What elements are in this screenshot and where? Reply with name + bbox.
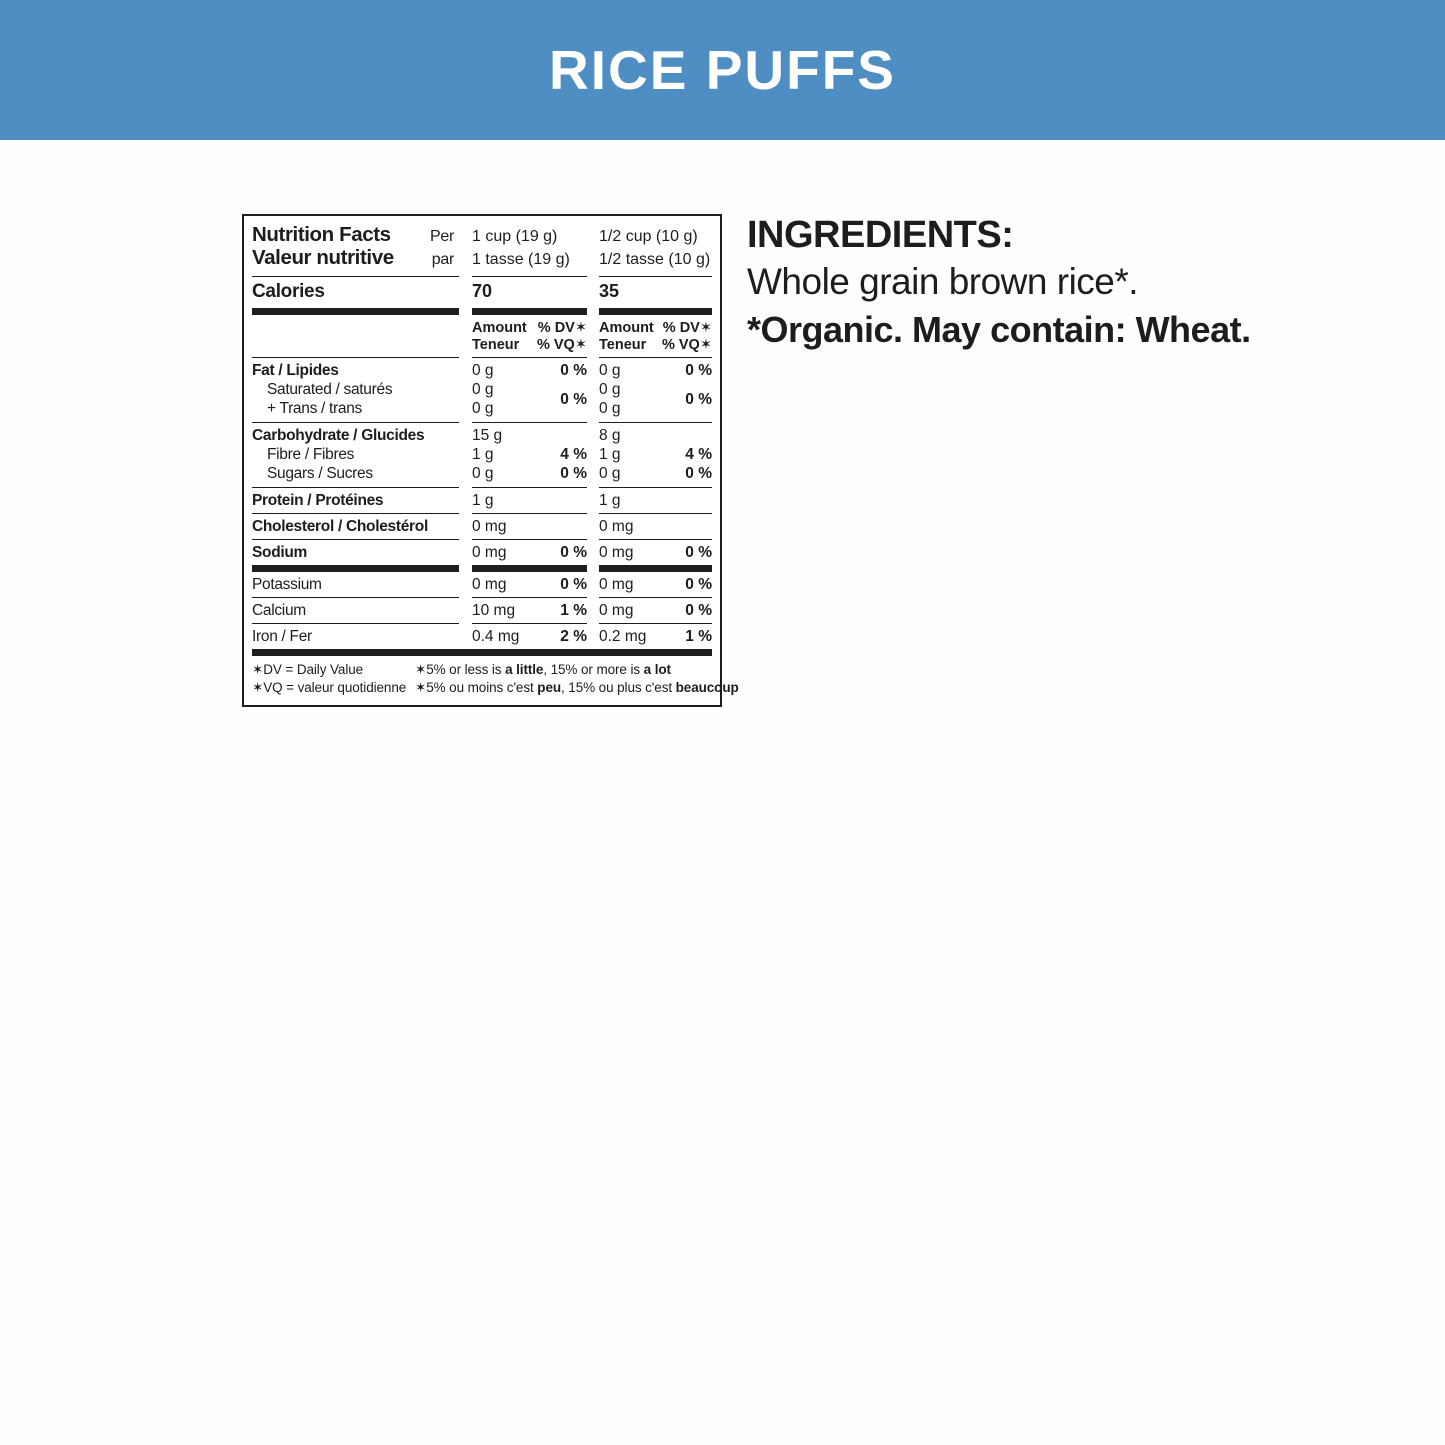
fat-dv-col2: 0 %	[685, 362, 712, 379]
cholesterol-row	[252, 514, 712, 540]
carb-amounts-col1	[472, 426, 560, 483]
carb-dvs-col2	[685, 426, 712, 483]
sugars-dv-col2: 0 %	[685, 465, 712, 482]
ingredients-heading: INGREDIENTS:	[747, 214, 1014, 256]
calories-name-cell	[252, 277, 459, 315]
dv-scale-fr-beaucoup: beaucoup	[675, 679, 739, 695]
protein-amount-col1: 1 g	[472, 492, 494, 509]
dv-scale-fr	[415, 679, 739, 697]
fat-amounts-col1	[472, 361, 560, 418]
dv-definition-en: ✶DV = Daily Value	[252, 662, 364, 677]
potassium-row	[252, 572, 712, 598]
column-headers-col1	[472, 315, 587, 358]
sat-trans-dv-col2: 0 %	[685, 390, 712, 408]
column-headers-col2	[599, 315, 712, 358]
sodium-amount-col1: 0 mg	[472, 544, 507, 561]
fat-name: Fat / Lipides	[252, 362, 339, 379]
sodium-col1-cell	[472, 540, 587, 572]
dv-header-col2-fr: % VQ✶	[661, 336, 712, 353]
calcium-name: Calcium	[252, 598, 459, 624]
calcium-dv-col1: 1 %	[560, 602, 587, 619]
per-label-en: Per	[430, 228, 454, 245]
bottom-thick-rule	[252, 649, 712, 656]
iron-col1-cell	[472, 624, 587, 649]
fat-dvs-col1	[560, 361, 587, 418]
carb-name: Carbohydrate / Glucides	[252, 427, 425, 444]
carb-col1-cell	[472, 423, 587, 488]
cholesterol-amount-col2: 0 mg	[599, 518, 634, 535]
calcium-col1-cell	[472, 598, 587, 624]
saturated-amount-col1: 0 g	[472, 381, 494, 398]
carbohydrate-section	[252, 423, 712, 488]
calories-col1-cell	[472, 277, 587, 315]
calories-label: Calories	[252, 281, 325, 302]
serving-size-col2-fr: 1/2 tasse (10 g)	[599, 251, 711, 268]
fibre-amount-col2: 1 g	[599, 446, 621, 463]
protein-amount-col2: 1 g	[599, 492, 621, 509]
iron-name: Iron / Fer	[252, 628, 312, 645]
amount-header-col2-en: Amount	[599, 320, 654, 336]
calcium-dv-col2: 0 %	[685, 602, 712, 619]
dv-scale-en-pre: ✶5% or less is	[415, 662, 506, 677]
carb-dvs-col1	[560, 426, 587, 483]
dv-scale-en-lot: a lot	[643, 662, 671, 677]
dv-definition-fr: ✶VQ = valeur quotidienne	[252, 679, 407, 695]
amount-header-col2-fr: Teneur	[599, 336, 647, 353]
iron-row	[252, 624, 712, 649]
saturated-name: Saturated / saturés	[267, 381, 393, 398]
ingredients-line2: *Organic. May contain: Wheat.	[747, 309, 1251, 350]
protein-col1-cell	[472, 488, 587, 514]
product-title: RICE PUFFS	[549, 39, 896, 101]
dv-scale-en-mid: , 15% or more is	[543, 662, 644, 677]
product-title-banner	[0, 0, 1445, 140]
dv-header-col1	[537, 320, 587, 353]
dv-header-col1-fr: % VQ✶	[536, 336, 587, 353]
amount-header-col2	[599, 320, 654, 353]
potassium-name: Potassium	[252, 572, 459, 598]
calories-row	[252, 277, 712, 315]
calories-value-col2: 35	[599, 281, 620, 301]
sugars-amount-col1: 0 g	[472, 465, 494, 482]
sodium-name: Sodium	[252, 540, 459, 572]
fibre-dv-col1: 4 %	[560, 446, 587, 463]
cholesterol-col1-cell	[472, 514, 587, 540]
potassium-col1-cell	[472, 572, 587, 598]
cholesterol-col2-cell	[599, 514, 712, 540]
saturated-amount-col2: 0 g	[599, 381, 621, 398]
amount-header-col1-en: Amount	[472, 320, 527, 336]
potassium-amount-col2: 0 mg	[599, 576, 634, 593]
nft-header-row	[252, 223, 712, 277]
potassium-col2-cell	[599, 572, 712, 598]
column-headers-empty-cell	[252, 315, 459, 358]
nutrition-facts-label	[242, 214, 739, 707]
fat-amount-col2: 0 g	[599, 362, 621, 379]
serving-size-col1	[472, 223, 587, 277]
protein-row	[252, 488, 712, 514]
fibre-dv-col2: 4 %	[685, 446, 712, 463]
amount-header-col1	[472, 320, 527, 353]
iron-dv-col2: 1 %	[685, 628, 712, 645]
dv-header-col1-en: % DV✶	[537, 320, 587, 336]
carb-amount-col2: 8 g	[599, 427, 621, 444]
iron-amount-col2: 0.2 mg	[599, 628, 647, 645]
calcium-amount-col2: 0 mg	[599, 602, 634, 619]
iron-amount-col1: 0.4 mg	[472, 628, 520, 645]
cholesterol-amount-col1: 0 mg	[472, 518, 507, 535]
sugars-amount-col2: 0 g	[599, 465, 621, 482]
per-label-fr: par	[431, 251, 454, 268]
cholesterol-name: Cholesterol / Cholestérol	[252, 514, 459, 540]
dv-scale-fr-mid: , 15% ou plus c'est	[561, 679, 676, 695]
potassium-dv-col2: 0 %	[685, 576, 712, 593]
serving-size-col2-en: 1/2 cup (10 g)	[599, 228, 698, 245]
carb-names-cell	[252, 423, 459, 488]
dv-header-col2-en: % DV✶	[662, 320, 712, 336]
fat-amount-col1: 0 g	[472, 362, 494, 379]
serving-size-col2	[599, 223, 712, 277]
potassium-dv-col1: 0 %	[560, 576, 587, 593]
sodium-row	[252, 540, 712, 572]
sodium-dv-col1: 0 %	[560, 544, 587, 561]
trans-name: + Trans / trans	[267, 400, 363, 417]
dv-scale-en-little: a little	[505, 662, 544, 677]
fibre-amount-col1: 1 g	[472, 446, 494, 463]
dv-scale-en	[415, 661, 739, 679]
nft-title-en: Nutrition Facts	[252, 223, 391, 246]
calories-value-col1: 70	[472, 281, 493, 301]
dv-header-col2	[662, 320, 712, 353]
per-labels	[430, 223, 459, 271]
protein-col2-cell	[599, 488, 712, 514]
calcium-row	[252, 598, 712, 624]
fat-section	[252, 358, 712, 423]
carb-amounts-col2	[599, 426, 685, 483]
carb-amount-col1: 15 g	[472, 427, 503, 444]
sodium-dv-col2: 0 %	[685, 544, 712, 561]
potassium-amount-col1: 0 mg	[472, 576, 507, 593]
dv-scale-fr-peu: peu	[537, 679, 561, 695]
trans-amount-col1: 0 g	[472, 400, 494, 417]
sat-trans-dv-col1: 0 %	[560, 390, 587, 408]
fat-col1-cell	[472, 358, 587, 423]
amount-header-col1-fr: Teneur	[472, 336, 520, 353]
sugars-name: Sugars / Sucres	[267, 465, 373, 482]
calories-col2-cell	[599, 277, 712, 315]
fat-dvs-col2	[685, 361, 712, 418]
ingredients-line1: Whole grain brown rice*.	[747, 261, 1139, 302]
trans-amount-col2: 0 g	[599, 400, 621, 417]
iron-dv-col1: 2 %	[560, 628, 587, 645]
protein-name: Protein / Protéines	[252, 488, 459, 514]
sodium-col2-cell	[599, 540, 712, 572]
sodium-amount-col2: 0 mg	[599, 544, 634, 561]
calcium-amount-col1: 10 mg	[472, 602, 516, 619]
serving-size-col1-en: 1 cup (19 g)	[472, 228, 558, 245]
carb-col2-cell	[599, 423, 712, 488]
iron-col2-cell	[599, 624, 712, 649]
nft-header-name-cell	[252, 223, 459, 277]
column-headers-row	[252, 315, 712, 358]
dv-scale-fr-pre: ✶5% ou moins c'est	[415, 679, 538, 695]
sugars-dv-col1: 0 %	[560, 465, 587, 482]
calcium-col2-cell	[599, 598, 712, 624]
fat-names-cell	[252, 358, 459, 423]
fat-dv-col1: 0 %	[560, 362, 587, 379]
fat-amounts-col2	[599, 361, 685, 418]
ingredients-section	[747, 212, 1251, 354]
nft-titles	[252, 223, 394, 271]
fibre-name: Fibre / Fibres	[267, 446, 355, 463]
fat-col2-cell	[599, 358, 712, 423]
footnote	[252, 656, 739, 696]
nft-title-fr: Valeur nutritive	[252, 246, 394, 269]
serving-size-col1-fr: 1 tasse (19 g)	[472, 251, 570, 268]
